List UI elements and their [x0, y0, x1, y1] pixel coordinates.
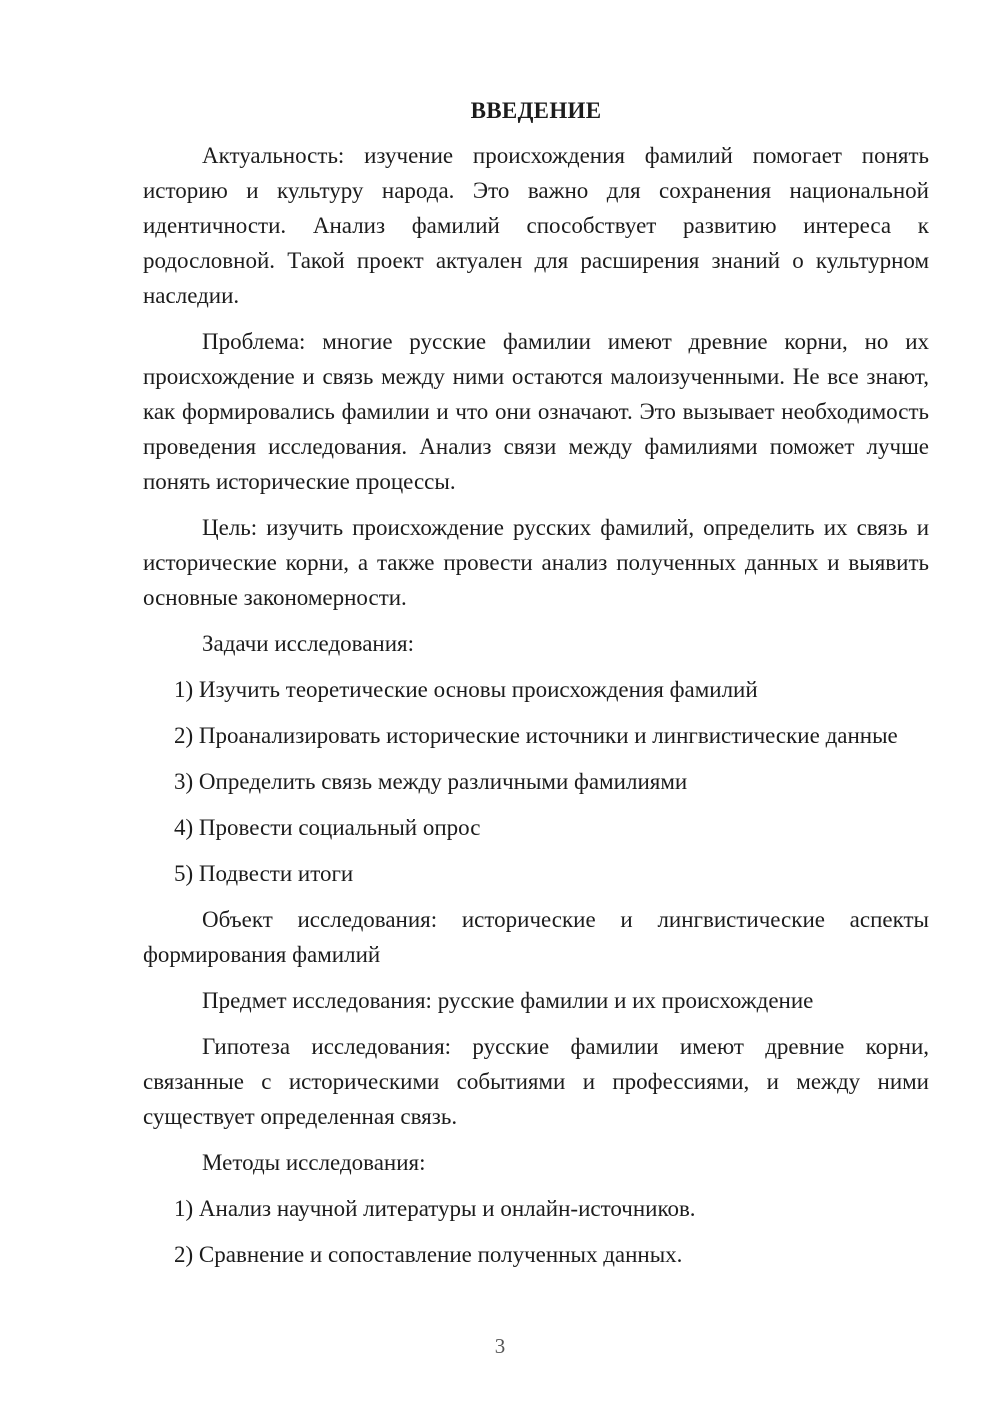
section-title: ВВЕДЕНИЕ	[470, 98, 602, 123]
page-number: 3	[494, 1334, 506, 1358]
relevance-paragraph: Актуальность: изучение происхождения фамилий помогает понять историю и культуру народа. Это важно для сохранения национальной идентичности. Анализ фамилий способствует развитию интереса к родословной. Такой проект актуален для расширения знаний о культурном наследии.	[143, 143, 929, 308]
task-item-2: 2) Проанализировать исторические источники и лингвистические данные	[174, 723, 898, 748]
problem-paragraph: Проблема: многие русские фамилии имеют древние корни, но их происхождение и связь между ними остаются малоизученными. Не все знают, как формировались фамилии и что они означают. Это вызывает необходимость проведения исследования. Анализ связи между фамилиями поможет лучше понять исторические процессы.	[143, 329, 929, 494]
task-item-3: 3) Определить связь между различными фамилиями	[174, 769, 688, 794]
hypothesis-paragraph: Гипотеза исследования: русские фамилии имеют древние корни, связанные с историческими событиями и профессиями, и между ними существует определенная связь.	[143, 1034, 929, 1129]
subject-paragraph: Предмет исследования: русские фамилии и их происхождение	[202, 988, 814, 1013]
task-item-4: 4) Провести социальный опрос	[174, 815, 481, 840]
tasks-heading: Задачи исследования:	[202, 631, 415, 656]
method-item-1: 1) Анализ научной литературы и онлайн-источников.	[174, 1196, 696, 1221]
task-item-5: 5) Подвести итоги	[174, 861, 354, 886]
method-item-2: 2) Сравнение и сопоставление полученных данных.	[174, 1242, 683, 1267]
object-paragraph: Объект исследования: исторические и лингвистические аспекты формирования фамилий	[143, 907, 929, 967]
methods-heading: Методы исследования:	[202, 1150, 426, 1175]
goal-paragraph: Цель: изучить происхождение русских фамилий, определить их связь и исторические корни, а также провести анализ полученных данных и выявить основные закономерности.	[143, 515, 929, 610]
page-content	[143, 96, 929, 1283]
task-item-1: 1) Изучить теоретические основы происхождения фамилий	[174, 677, 758, 702]
